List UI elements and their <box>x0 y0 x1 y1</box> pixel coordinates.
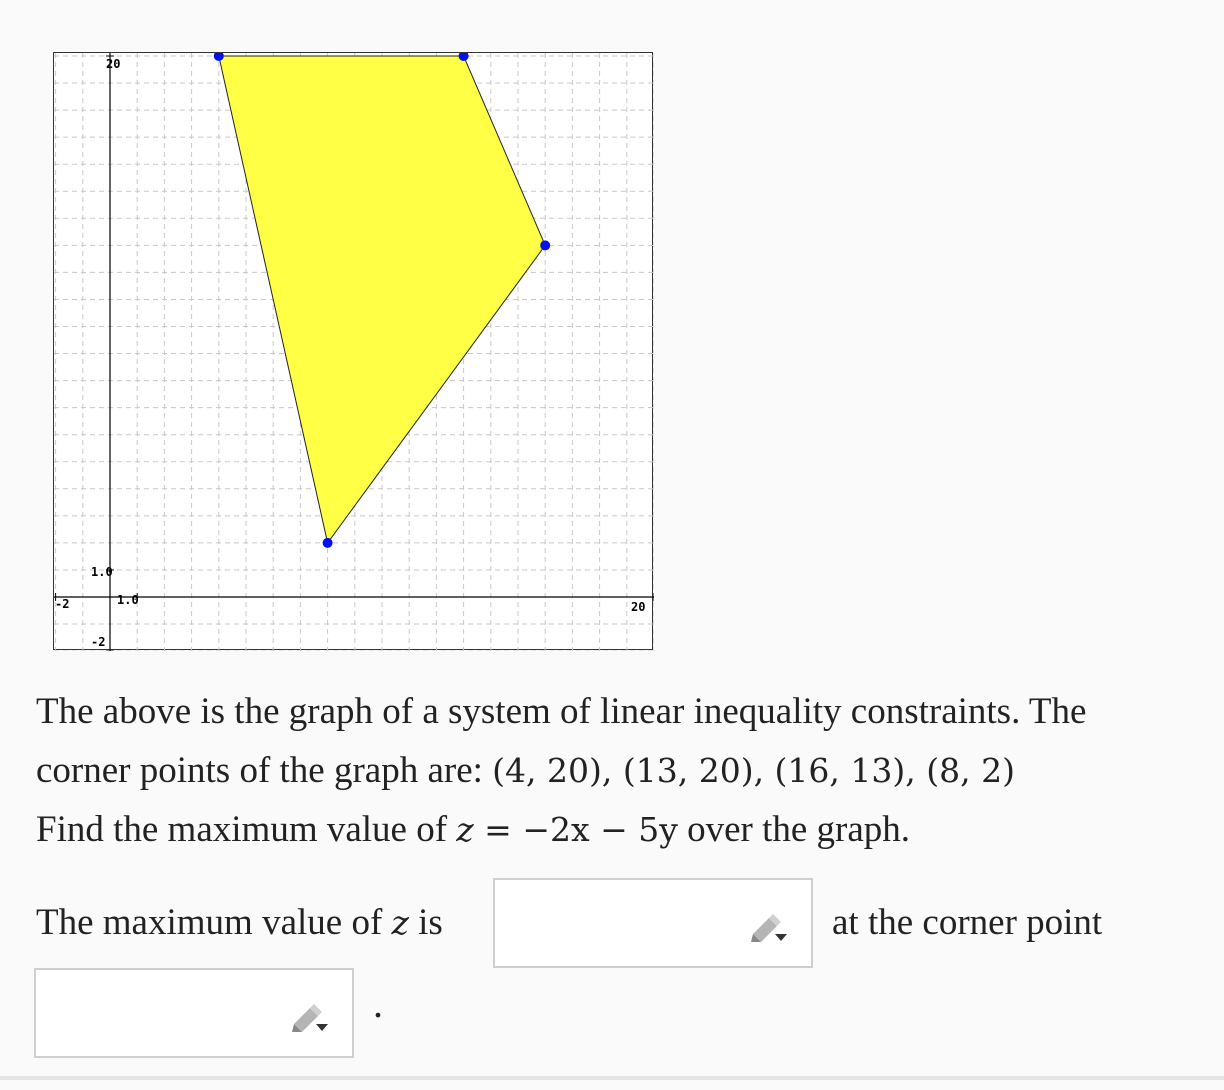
problem-statement <box>36 682 1216 859</box>
problem-line-2 <box>36 741 1216 800</box>
objective-function: −2x − 5y <box>522 810 678 849</box>
objective-equals: = <box>473 810 523 849</box>
answer-is: is <box>408 902 443 943</box>
y-tick-neg2: -2 <box>91 635 106 649</box>
corner-point-prompt: at the corner point <box>832 902 1103 943</box>
pencil-icon[interactable] <box>290 1000 330 1034</box>
objective-variable: z <box>456 810 474 849</box>
answer-prefix: The maximum value of <box>36 902 392 943</box>
y-tick-1: 1.0 <box>91 565 113 579</box>
corner-point-3 <box>540 240 550 250</box>
x-tick-20: 20 <box>631 600 646 614</box>
inequality-graph <box>54 53 654 651</box>
bottom-divider <box>0 1076 1224 1080</box>
corner-points-list: (4, 20), (13, 20), (16, 13), (8, 2) <box>492 751 1015 790</box>
problem-line-3 <box>36 800 1216 859</box>
corner-points-intro: corner points of the graph are: <box>36 750 493 791</box>
pencil-icon[interactable] <box>749 910 789 944</box>
problem-line-1-text: The above is the graph of a system of linear inequality constraints. The <box>36 691 1087 732</box>
x-tick-neg2: -2 <box>55 597 70 611</box>
graph-panel <box>53 52 653 650</box>
objective-intro: Find the maximum value of <box>36 809 457 850</box>
max-value-input[interactable] <box>493 878 813 968</box>
corner-point-4 <box>323 538 333 548</box>
x-tick-1: 1.0 <box>117 593 139 607</box>
answer-variable: z <box>391 903 409 942</box>
sentence-period: . <box>373 981 383 1026</box>
answer-prompt <box>36 893 443 952</box>
y-tick-20: 20 <box>106 57 121 71</box>
objective-suffix: over the graph. <box>677 809 911 850</box>
corner-point-input[interactable] <box>34 968 354 1058</box>
problem-line-1 <box>36 682 1216 741</box>
